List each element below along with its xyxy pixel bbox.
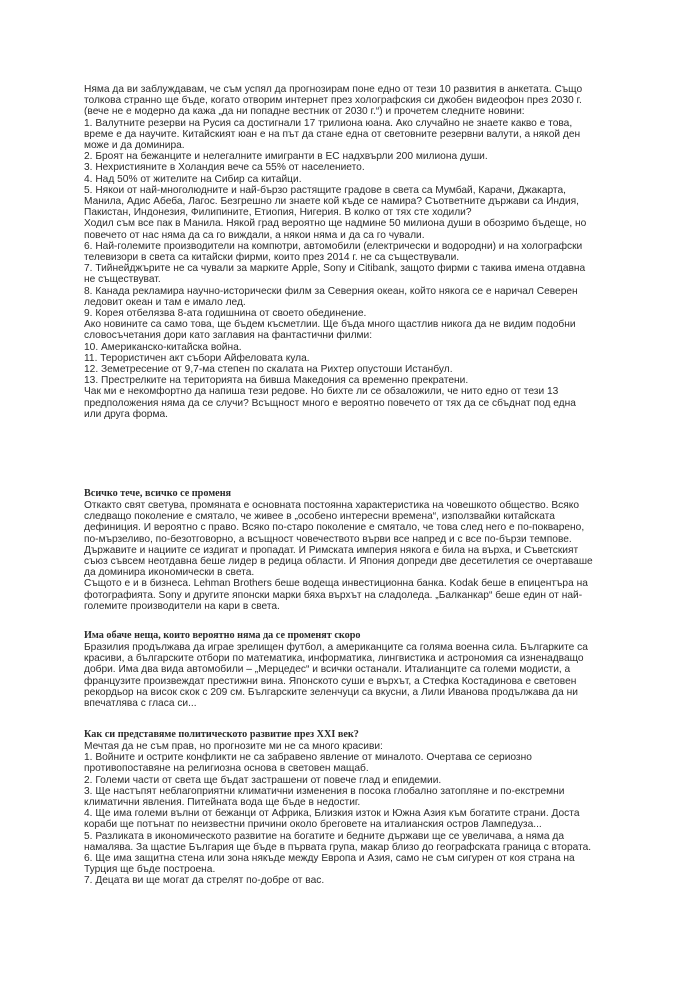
section-heading: Как си представяме политическото развитие през XXI век? <box>84 729 359 740</box>
text-line: Държавите и нациите се издигат и пропадат. И Римската империя някога е била на върха, и Съветският <box>84 544 579 556</box>
text-line: големите производители на кари в света. <box>84 600 280 612</box>
text-line: 12. Земетресение от 9,7-ма степен по скалата на Рихтер опустоши Истанбул. <box>84 364 453 376</box>
text-line: рекордьор на висок скок с 209 см. Българските зеленчуци са вкусни, а Лили Иванова продължава да ни <box>84 686 578 698</box>
text-line: повечето от нас няма да са го виждали, а някои няма и да са го чували. <box>84 229 425 241</box>
paragraph-lines <box>84 642 632 709</box>
text-line: 3. Ще настъпят неблагоприятни климатични изменения в посока глобално затопляне и по-екстремни <box>84 785 565 797</box>
text-line: 13. Престрелките на територията на бивша Македония са временно прекратени. <box>84 375 469 387</box>
text-line: впечатлява с гласа си... <box>84 698 197 710</box>
text-line: 7. Децата ви ще могат да стрелят по-добре от вас. <box>84 875 325 887</box>
text-line: Няма да ви заблуждавам, че съм успял да прогнозирам поне едно от тези 10 развития в анкетата. Също <box>84 84 583 95</box>
text-line: съюз съвсем неотдавна беше лидер в редица области. И Япония допреди две десетилетия се очертаваше <box>84 556 593 568</box>
text-line: може и да доминира. <box>84 140 185 152</box>
text-line: намалява. За щастие България ще бъде в първата група, макар близо до географската граница с втората. <box>84 841 592 853</box>
text-line: Чак ми е некомфортно да напиша тези редове. Но бихте ли се обзаложили, че нито едно от тези 13 <box>84 386 559 398</box>
text-line: фотографията. Sony и другите японски марки бяха върхът на сладоледа. „Балканкар“ беше един от най- <box>84 589 583 601</box>
text-line: да доминира икономически в света. <box>84 567 255 579</box>
text-line: дефиниция. И вероятно с право. Всяко по-старо поколение е смятало, че това след него е по-покварено, <box>84 522 585 534</box>
text-line: (вече не е модерно да кажа „да ни попадне вестник от 2030 г.“) и прочетем следните новини: <box>84 106 525 118</box>
text-line: предположения няма да се случи? Всъщност много е вероятно повечето от тях да се сбъднат под една <box>84 397 576 409</box>
text-line: Същото е и в бизнеса. Lehman Brothers беше водеща инвестиционна банка. Kodak беше в епицентъра на <box>84 578 588 590</box>
text-line: 11. Терористичен акт събори Айфеловата кула. <box>84 352 310 364</box>
text-line: 6. Най-големите производители на компютри, автомобили (електрически и водородни) и на холографски <box>84 240 583 252</box>
section-heading: Има обаче неща, които вероятно няма да се променят скоро <box>84 630 361 641</box>
text-line: Турция ще бъде построена. <box>84 864 216 876</box>
paragraph-lines <box>84 741 632 887</box>
text-line: Пакистан, Индонезия, Филипините, Етиопия, Нигерия. В колко от тях сте ходили? <box>84 207 472 219</box>
section-predictions <box>84 84 632 420</box>
text-line: не съществуват. <box>84 274 161 286</box>
text-line: телевизори в света са китайски фирми, които през 2014 г. не са съществували. <box>84 252 460 264</box>
text-line: Откакто свят светува, промяната е основната постоянна характеристика на човешкото общество. Всяко <box>84 500 579 511</box>
paragraph-lines <box>84 84 632 420</box>
text-line: време е да научите. Китайският юан е на път да стане една от световните резервни валути, а някой ден <box>84 128 581 140</box>
text-line: 3. Нехристияните в Холандия вече са 55% от населението. <box>84 162 365 174</box>
text-line: 2. Големи части от света ще бъдат застрашени от повече глад и епидемии. <box>84 774 442 786</box>
text-line: по-мързеливо, по-безотговорно, а всъщност човечеството върви все напред и с все по-бързи темпове. <box>84 533 572 545</box>
text-line: кораби ще потънат по неизвестни причини около бреговете на италианския остров Лампедуза... <box>84 819 542 831</box>
section-political-development <box>84 729 632 887</box>
text-line: красиви, а българските отбори по математика, информатика, лингвистика и астрономия са изненадващо <box>84 653 584 665</box>
text-line: Бразилия продължава да играе зрелищен футбол, а американците са голяма военна сила. Българките са <box>84 642 588 653</box>
text-line: Мечтая да не съм прав, но прогнозите ми не са много красиви: <box>84 741 383 752</box>
text-line: 8. Канада рекламира научно-исторически филм за Северния океан, който някога се е наричал Северен <box>84 285 578 297</box>
text-line: Ходил съм все пак в Манила. Някой град вероятно ще надмине 50 милиона души в обозримо бъдеще, но <box>84 218 587 230</box>
text-line: Ако новините са само това, ще бъдем късметлии. Ще бъда много щастлив никога да не видим подобни <box>84 319 576 331</box>
text-line: словосъчетания дори като заглавия на фантастични филми: <box>84 330 373 342</box>
text-line: толкова странно ще бъде, когато отворим интернет през холографския си джобен видеофон през 2030 г. <box>84 95 582 107</box>
text-line: 5. Някои от най-многолюдните и най-бързо растящите градове в света са Мумбай, Карачи, Джакарта, <box>84 184 566 196</box>
text-line: 1. Войните и острите конфликти не са забравено явление от миналото. Очертава се сериозно <box>84 752 532 764</box>
section-unchanging-things <box>84 630 632 709</box>
text-line: ледовит океан и там е имало лед. <box>84 296 246 308</box>
text-line: или друга форма. <box>84 408 168 420</box>
text-line: 4. Над 50% от жителите на Сибир са китайци. <box>84 173 302 185</box>
paragraph-lines <box>84 500 632 612</box>
text-line: следващо поколение е смятало, че живее в „особено интересни времена“, използвайки китайската <box>84 511 555 523</box>
text-line: 5. Разликата в икономическото развитие на богатите и бедните държави ще се увеличава, а няма да <box>84 830 564 842</box>
text-line: Манила, Адис Абеба, Лагос. Безгрешно ли знаете кой къде се намира? Съответните държави са Индия, <box>84 196 580 208</box>
text-line: 7. Тийнейджърите не са чували за марките Apple, Sony и Citibank, защото фирми с такива имена отдавна <box>84 263 586 275</box>
text-line: климатични явления. Питейната вода ще бъде в недостиг. <box>84 797 361 809</box>
text-line: 9. Корея отбелязва 8-ата годишнина от своето обединение. <box>84 308 367 320</box>
text-line: добри. Има два вида автомобили – „Мерцедес“ и всички останали. Италианците са големи модисти, а <box>84 664 571 676</box>
section-everything-changes <box>84 488 632 612</box>
text-line: 6. Ще има защитна стена или зона някъде между Европа и Азия, само не съм сигурен от коя страна на <box>84 853 575 865</box>
text-line: французите произвеждат престижни вина. Японското суши е върхът, а Стефка Костадинова е световен <box>84 675 577 687</box>
text-line: 2. Броят на бежанците и нелегалните имигранти в ЕС надхвърли 200 милиона души. <box>84 151 488 163</box>
text-line: 10. Американско-китайска война. <box>84 341 242 353</box>
text-line: 1. Валутните резерви на Русия са достигнали 17 трилиона юана. Ако случайно не знаете какво е това, <box>84 117 573 129</box>
section-heading: Всичко тече, всичко се променя <box>84 488 232 499</box>
text-line: 4. Ще има големи вълни от бежанци от Африка, Близкия изток и Южна Азия към богатите страни. Доста <box>84 808 580 820</box>
text-line: противопоставяне на религиозна основа в световен мащаб. <box>84 763 369 775</box>
